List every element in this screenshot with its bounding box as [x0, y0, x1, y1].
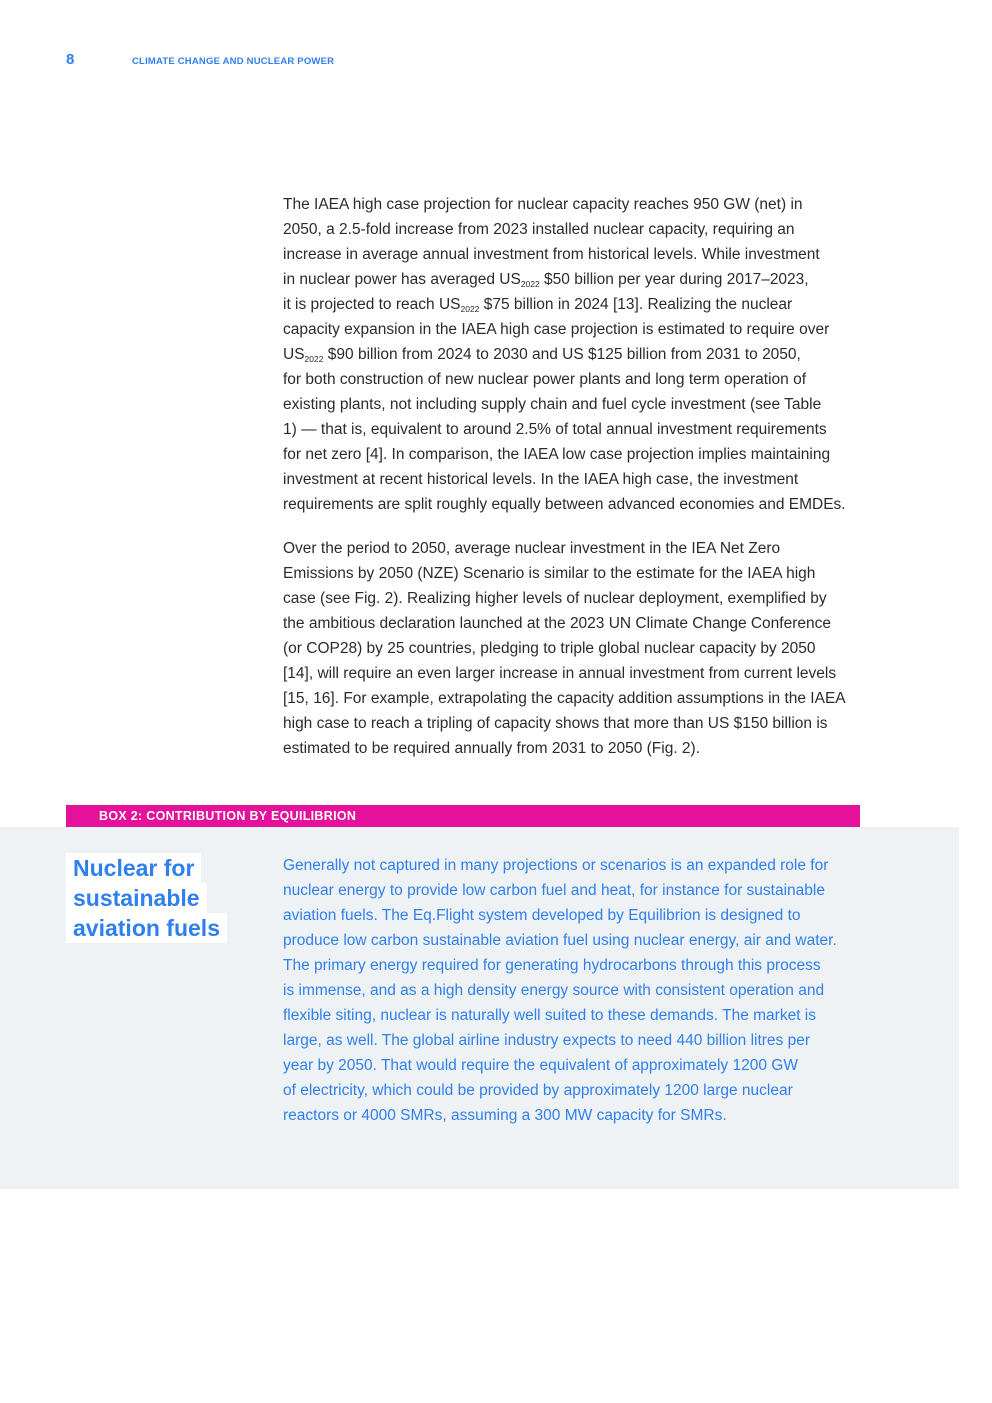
text-line: increase in average annual investment from historical levels. While investment	[283, 246, 820, 263]
text-line: The IAEA high case projection for nuclear capacity reaches 950 GW (net) in	[283, 196, 803, 213]
box-body-text	[283, 853, 903, 1128]
text-line: (or COP28) by 25 countries, pledging to triple global nuclear capacity by 2050	[283, 640, 816, 657]
text-line: estimated to be required annually from 2031 to 2050 (Fig. 2).	[283, 740, 701, 757]
box-text-line: Generally not captured in many projections or scenarios is an expanded role for	[283, 857, 829, 874]
text-line: the ambitious declaration launched at the 2023 UN Climate Change Conference	[283, 615, 832, 632]
text-line	[283, 292, 898, 317]
box-label: BOX 2: CONTRIBUTION BY EQUILIBRION	[99, 809, 357, 823]
text-line: 1) — that is, equivalent to around 2.5% of total annual investment requirements	[283, 421, 827, 438]
box-text-line: is immense, and as a high density energy source with consistent operation and	[283, 982, 825, 999]
text-line: investment at recent historical levels. In the IAEA high case, the investment	[283, 471, 799, 488]
text-line: [15, 16]. For example, extrapolating the capacity addition assumptions in the IAEA	[283, 690, 846, 707]
main-text	[283, 192, 898, 780]
text-line: for net zero [4]. In comparison, the IAEA low case projection implies maintaining	[283, 446, 831, 463]
text-line: for both construction of new nuclear power plants and long term operation of	[283, 371, 807, 388]
text-run: US	[283, 346, 305, 363]
box-heading	[66, 853, 227, 943]
text-line	[283, 342, 898, 367]
currency-year-subscript: 2022	[520, 279, 540, 289]
text-run: it is projected to reach US	[283, 296, 461, 313]
box-text-line: produce low carbon sustainable aviation fuel using nuclear energy, air and water.	[283, 932, 837, 949]
box-text-line: aviation fuels. The Eq.Flight system developed by Equilibrion is designed to	[283, 907, 801, 924]
text-run: $90 billion from 2024 to 2030 and US $125 billion from 2031 to 2050,	[323, 346, 801, 363]
running-header: CLIMATE CHANGE AND NUCLEAR POWER	[132, 56, 335, 67]
currency-year-subscript: 2022	[460, 304, 480, 314]
text-run: $75 billion in 2024 [13]. Realizing the nuclear	[479, 296, 793, 313]
box-text-line: of electricity, which could be provided by approximately 1200 large nuclear	[283, 1082, 793, 1099]
text-line: case (see Fig. 2). Realizing higher levels of nuclear deployment, exemplified by	[283, 590, 827, 607]
paragraph-investment	[283, 192, 898, 517]
box-text-line: flexible siting, nuclear is naturally well suited to these demands. The market is	[283, 1007, 817, 1024]
box-text-line: The primary energy required for generating hydrocarbons through this process	[283, 957, 821, 974]
box-text-line: nuclear energy to provide low carbon fuel and heat, for instance for sustainable	[283, 882, 825, 899]
box-heading-line: aviation fuels	[66, 913, 227, 943]
text-run: $50 billion per year during 2017–2023,	[539, 271, 809, 288]
text-line: existing plants, not including supply chain and fuel cycle investment (see Table	[283, 396, 822, 413]
text-run: in nuclear power has averaged US	[283, 271, 521, 288]
box-heading-line: sustainable	[66, 883, 207, 913]
text-line: capacity expansion in the IAEA high case projection is estimated to require over	[283, 321, 830, 338]
text-line: 2050, a 2.5-fold increase from 2023 installed nuclear capacity, requiring an	[283, 221, 795, 238]
text-line: Over the period to 2050, average nuclear investment in the IEA Net Zero	[283, 540, 781, 557]
text-line: requirements are split roughly equally between advanced economies and EMDEs.	[283, 496, 846, 513]
currency-year-subscript: 2022	[304, 354, 324, 364]
text-line: Emissions by 2050 (NZE) Scenario is similar to the estimate for the IAEA high	[283, 565, 816, 582]
box-text-line: large, as well. The global airline industry expects to need 440 billion litres per	[283, 1032, 811, 1049]
paragraph-nze-comparison	[283, 536, 898, 761]
box-text-line: reactors or 4000 SMRs, assuming a 300 MW capacity for SMRs.	[283, 1107, 727, 1124]
text-line	[283, 267, 898, 292]
box-label-bar	[66, 805, 860, 827]
box-text-line: year by 2050. That would require the equivalent of approximately 1200 GW	[283, 1057, 798, 1074]
text-line: high case to reach a tripling of capacity shows that more than US $150 billion is	[283, 715, 828, 732]
page-number: 8	[66, 51, 75, 68]
box-heading-line: Nuclear for	[66, 853, 201, 883]
text-line: [14], will require an even larger increase in annual investment from current levels	[283, 665, 837, 682]
